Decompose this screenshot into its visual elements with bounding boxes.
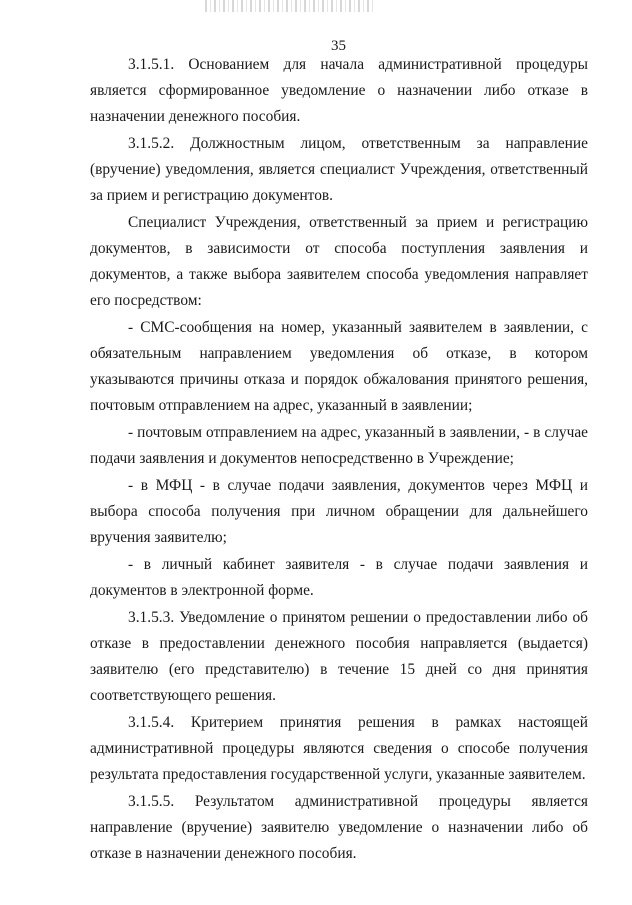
page-number: 35 (331, 38, 346, 54)
list-item-post: - почтовым отправлением на адрес, указанный в заявлении, - в случае подачи заявления и документов непосредственно в Учреждение; (90, 424, 588, 467)
list-item-sms: - СМС-сообщения на номер, указанный заявителем в заявлении, с обязательным направлением уведомления об отказе, в котором указываются причины отказа и порядок обжалования принятого решения, почтовым отправлением на адрес, указанный в заявлении; (90, 319, 588, 414)
list-item-personal-cabinet: - в личный кабинет заявителя - в случае подачи заявления и документов в электронной форме. (90, 556, 588, 599)
list-item-mfc: - в МФЦ - в случае подачи заявления, документов через МФЦ и выбора способа получения при личном обращении для дальнейшего вручения заявителю; (90, 477, 588, 546)
paragraph-3-1-5-2: 3.1.5.2. Должностным лицом, ответственным за направление (вручение) уведомления, является специалист Учреждения, ответственный за прием и регистрацию документов. (90, 135, 588, 204)
paragraph-3-1-5-3: 3.1.5.3. Уведомление о принятом решении о предоставлении либо об отказе в предоставлении денежного пособия направляется (выдается) заявителю (его представителю) в течение 15 дней со дня принятия соответствующего решения. (90, 609, 588, 704)
paragraph-3-1-5-5: 3.1.5.5. Результатом административной процедуры является направление (вручение) заявителю уведомление о назначении либо об отказе в назначении денежного пособия. (90, 793, 588, 862)
paragraph-3-1-5-1: 3.1.5.1. Основанием для начала административной процедуры является сформированное уведомление о назначении либо отказе в назначении денежного пособия. (90, 56, 588, 125)
document-body (90, 52, 588, 867)
scan-artifact (205, 0, 375, 12)
paragraph-3-1-5-4: 3.1.5.4. Критерием принятия решения в рамках настоящей административной процедуры являются сведения о способе получения результата предоставления государственной услуги, указанные заявителем. (90, 714, 588, 783)
paragraph-specialist: Специалист Учреждения, ответственный за прием и регистрацию документов, в зависимости от способа поступления заявления и документов, а также выбора заявителем способа уведомления направляет его посредством: (90, 214, 588, 309)
